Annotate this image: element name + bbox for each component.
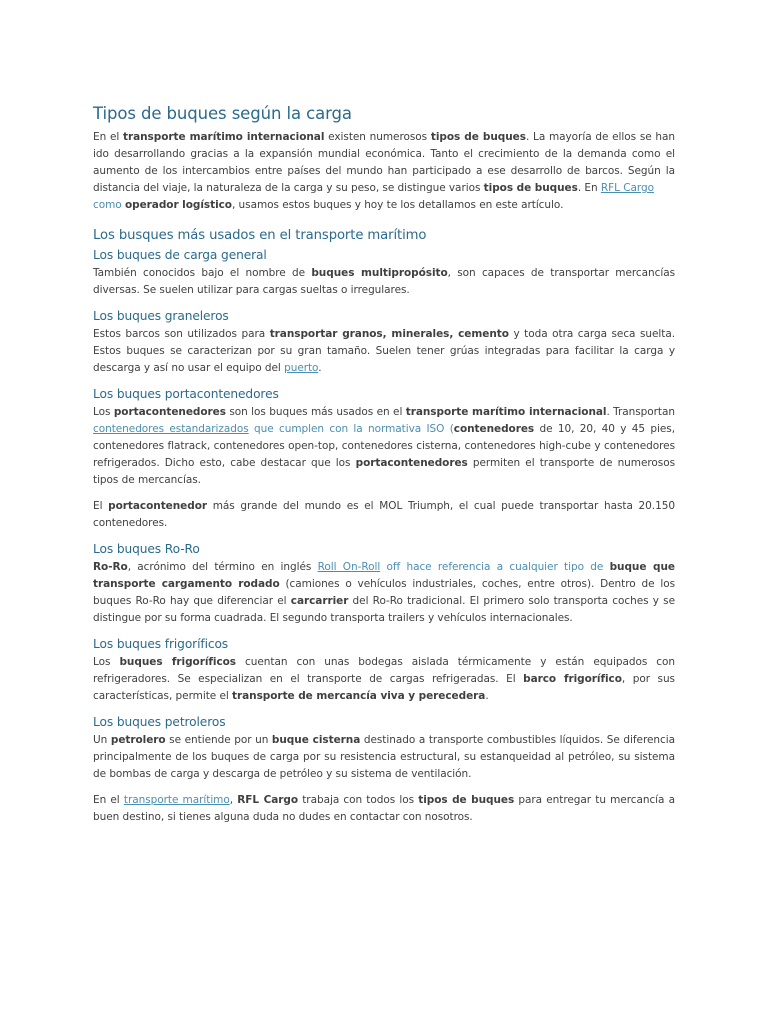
text: existen numerosos: [324, 131, 431, 143]
bold-text: tipos de buques: [430, 131, 526, 143]
bold-text: Ro-Ro: [93, 561, 128, 573]
bold-text: tipos de buques: [483, 182, 578, 194]
paragraph-graneleros: [93, 326, 675, 377]
text: En el: [93, 131, 123, 143]
transporte-maritimo-link[interactable]: transporte marítimo: [123, 794, 230, 806]
heading-frigorificos: Los buques frigoríficos: [93, 637, 229, 651]
text: ,: [229, 794, 238, 806]
heading-petroleros: Los buques petroleros: [93, 715, 226, 729]
bold-text: buques multipropósito: [311, 267, 448, 279]
text: como: [93, 199, 122, 211]
text: .: [485, 690, 489, 702]
bold-text: petrolero: [110, 734, 166, 746]
text: . En: [577, 182, 601, 194]
roll-on-roll-link[interactable]: Roll On-Roll: [317, 561, 381, 573]
bold-text: buques frigoríficos: [119, 656, 236, 668]
paragraph-portacontenedores: [93, 404, 675, 489]
text: de 10, 20, 40 y 45 pies, contenedores flatrack, contenedores open-top, contenedores cisterna, contenedores high-cube y contenedores refrigerados. Dicho esto, cabe destacar que los: [93, 423, 675, 469]
bold-text: operador logístico: [124, 199, 232, 211]
section-heading: Los busques más usados en el transporte marítimo: [93, 228, 427, 243]
text: (camiones o vehículos industriales, coches, entre otros). Dentro de los buques Ro-Ro hay que diferenciar el: [93, 578, 675, 607]
contenedores-estandarizados-link[interactable]: contenedores estandarizados: [93, 423, 249, 435]
text: son los buques más usados en el: [225, 406, 406, 418]
text: cuentan con unas bodegas aislada térmicamente y están equipados con refrigeradores. Se especializan en el transporte de cargas refrigeradas. El: [93, 656, 675, 685]
text: destinado a transporte combustibles líquidos. Se diferencia principalmente de los buques de carga por su resistencia estructural, su estanqueidad al petróleo, su sistema de bombas de carga y descarga de petróleo y su sistema de ventilación.: [93, 734, 675, 780]
bold-text: carcarrier: [290, 595, 349, 607]
text: Estos barcos son utilizados para: [93, 328, 270, 340]
paragraph-roro: [93, 559, 675, 627]
heading-roro: Los buques Ro-Ro: [93, 542, 200, 556]
text: El: [93, 500, 109, 512]
bold-text: portacontenedores: [355, 457, 468, 469]
text: , son capaces de transportar mercancías diversas. Se suelen utilizar para cargas sueltas o irregulares.: [93, 267, 676, 296]
text: que cumplen con la normativa ISO (: [248, 423, 454, 435]
text: del Ro-Ro tradicional. El primero solo transporta coches y se distingue por su forma cuadrada. El segundo transporta trailers y vehículos internacionales.: [93, 595, 675, 624]
bold-text: buque cisterna: [271, 734, 361, 746]
heading-portacontenedores: Los buques portacontenedores: [93, 387, 279, 401]
bold-text: RFL Cargo: [237, 794, 299, 806]
text: para entregar tu mercancía a buen destino, si tienes alguna duda no dudes en contactar con nosotros.: [93, 794, 676, 823]
puerto-link[interactable]: puerto: [284, 362, 319, 374]
text: . La mayoría de ellos se han ido desarrollando gracias a la expansión mundial económica. Tanto el crecimiento de la demanda como el aumento de los intercambios entre países del mundo han participado a ese desarrollo de barcos. Según la distancia del viaje, la naturaleza de la carga y su peso, se distingue varios: [93, 131, 676, 194]
bold-text: transportar granos, minerales, cemento: [269, 328, 509, 340]
text: , acrónimo del término en inglés: [127, 561, 318, 573]
bold-text: contenedores: [453, 423, 535, 435]
text: permiten el transporte de numerosos tipos de mercancías.: [93, 457, 675, 486]
text: y toda otra carga seca suelta. Estos buques se caracterizan por su gran tamaño. Suelen tener grúas integradas para facilitar la carga y descarga y así no usar el equipo del: [93, 328, 676, 374]
heading-graneleros: Los buques graneleros: [93, 309, 229, 323]
text: trabaja con todos los: [298, 794, 419, 806]
bold-text: buque que transporte cargamento rodado: [93, 561, 675, 590]
paragraph-petroleros: [93, 732, 675, 783]
text: También conocidos bajo el nombre de: [93, 267, 312, 279]
intro-paragraph: [93, 129, 675, 214]
text: off hace referencia a cualquier tipo de: [380, 561, 610, 573]
text: , por sus características, permite el: [93, 673, 675, 702]
text: . Transportan: [606, 406, 675, 418]
text: se entiende por un: [165, 734, 272, 746]
bold-text: portacontenedores: [113, 406, 226, 418]
paragraph-carga-general: [93, 265, 675, 299]
paragraph-frigorificos: [93, 654, 675, 705]
bold-text: barco frigorífico: [523, 673, 622, 685]
text: Los: [93, 406, 114, 418]
text: Un: [93, 734, 111, 746]
page-title: Tipos de buques según la carga: [93, 104, 352, 123]
text: , usamos estos buques y hoy te los detallamos en este artículo.: [231, 199, 564, 211]
bold-text: transporte marítimo internacional: [123, 131, 325, 143]
rfl-cargo-link[interactable]: RFL Cargo: [600, 182, 654, 194]
text: En el: [93, 794, 124, 806]
text: .: [318, 362, 322, 374]
text: más grande del mundo es el MOL Triumph, el cual puede transportar hasta 20.150 contenedores.: [93, 500, 675, 529]
bold-text: transporte marítimo internacional: [405, 406, 607, 418]
paragraph-mol-triumph: [93, 498, 675, 532]
text: Los: [93, 656, 120, 668]
paragraph-closing: [93, 792, 675, 826]
bold-text: transporte de mercancía viva y perecedera: [232, 690, 486, 702]
heading-carga-general: Los buques de carga general: [93, 248, 267, 262]
bold-text: tipos de buques: [418, 794, 515, 806]
document-page: [93, 103, 675, 826]
bold-text: portacontenedor: [108, 500, 207, 512]
